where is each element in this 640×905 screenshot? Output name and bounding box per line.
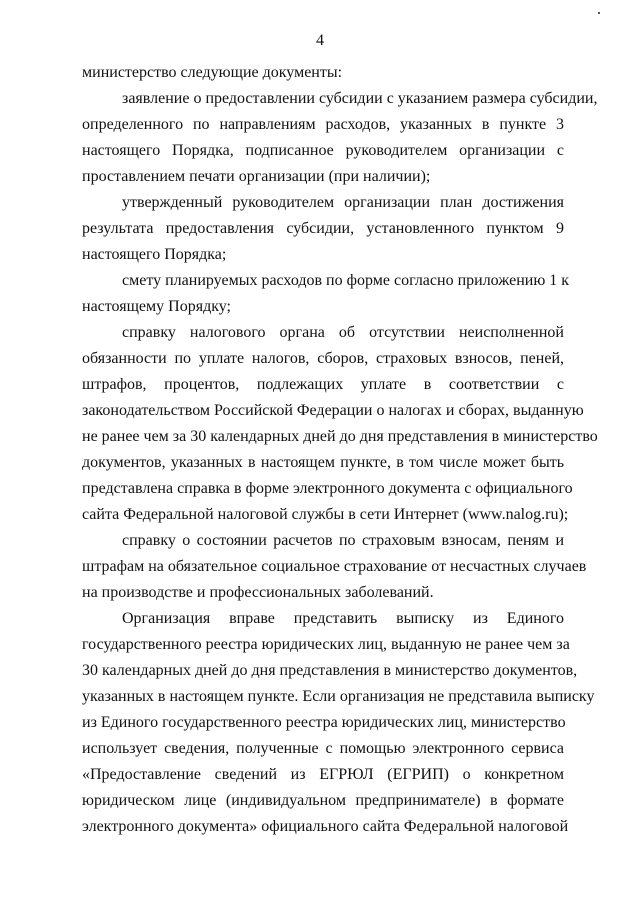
text-line: смету планируемых расходов по форме согласно приложению 1 к — [122, 272, 570, 289]
text-line: сайта Федеральной налоговой службы в сети Интернет (www.nalog.ru); — [82, 506, 569, 523]
text-line: результата предоставления субсидии, установленного пунктом 9 — [82, 220, 564, 237]
text-line: проставлением печати организации (при наличии); — [82, 168, 431, 185]
paragraph — [82, 190, 564, 268]
text-line: из Единого государственного реестра юридических лиц, министерство — [82, 714, 566, 731]
paragraph — [82, 320, 598, 528]
paragraph — [82, 606, 595, 840]
text-line: электронного документа» официального сайта Федеральной налоговой — [82, 818, 569, 835]
text-line: законодательством Российской Федерации о налогах и сборах, выданную — [82, 402, 584, 419]
text-line: настоящему Порядку; — [82, 298, 231, 315]
scan-mark — [598, 12, 600, 14]
text-line: министерство следующие документы: — [82, 64, 343, 81]
text-line: штрафам на обязательное социальное страхование от несчастных случаев — [82, 558, 587, 575]
text-line: справку о состоянии расчетов по страховым взносам, пеням и — [122, 532, 564, 549]
text-line: государственного реестра юридических лиц, выданную не ранее чем за — [82, 636, 570, 653]
text-line: Организация вправе представить выписку из Единого — [122, 610, 564, 627]
text-line: справку налогового органа об отсутствии неисполненной — [122, 324, 564, 341]
text-line: представлена справка в форме электронного документа с официального — [82, 480, 573, 497]
paragraph — [82, 86, 598, 190]
text-line: утвержденный руководителем организации план достижения — [122, 194, 564, 211]
document-body — [82, 60, 598, 840]
text-line: «Предоставление сведений из ЕГРЮЛ (ЕГРИП) о конкретном — [82, 766, 564, 783]
paragraph — [82, 268, 570, 320]
text-line: настоящего Порядка; — [82, 246, 227, 263]
text-line: не ранее чем за 30 календарных дней до дня представления в министерство — [82, 428, 598, 445]
text-line: заявление о предоставлении субсидии с указанием размера субсидии, — [122, 90, 598, 107]
text-line: документов, указанных в настоящем пункте, в том числе может быть — [82, 454, 564, 471]
text-line: определенного по направлениям расходов, указанных в пункте 3 — [82, 116, 564, 133]
text-line: 30 календарных дней до дня представления в министерство документов, — [82, 662, 578, 679]
text-line: обязанности по уплате налогов, сборов, страховых взносов, пеней, — [82, 350, 564, 367]
text-line: использует сведения, полученные с помощью электронного сервиса — [82, 740, 564, 757]
text-line: юридическом лице (индивидуальном предпринимателе) в формате — [82, 792, 564, 809]
paragraph — [82, 528, 587, 606]
page-number: 4 — [316, 32, 324, 49]
text-line: на производстве и профессиональных заболеваний. — [82, 584, 434, 601]
text-line: настоящего Порядка, подписанное руководителем организации с — [82, 142, 564, 159]
text-line: штрафов, процентов, подлежащих уплате в соответствии с — [82, 376, 564, 393]
paragraph — [82, 60, 564, 86]
text-line: указанных в настоящем пункте. Если организация не представила выписку — [82, 688, 595, 705]
